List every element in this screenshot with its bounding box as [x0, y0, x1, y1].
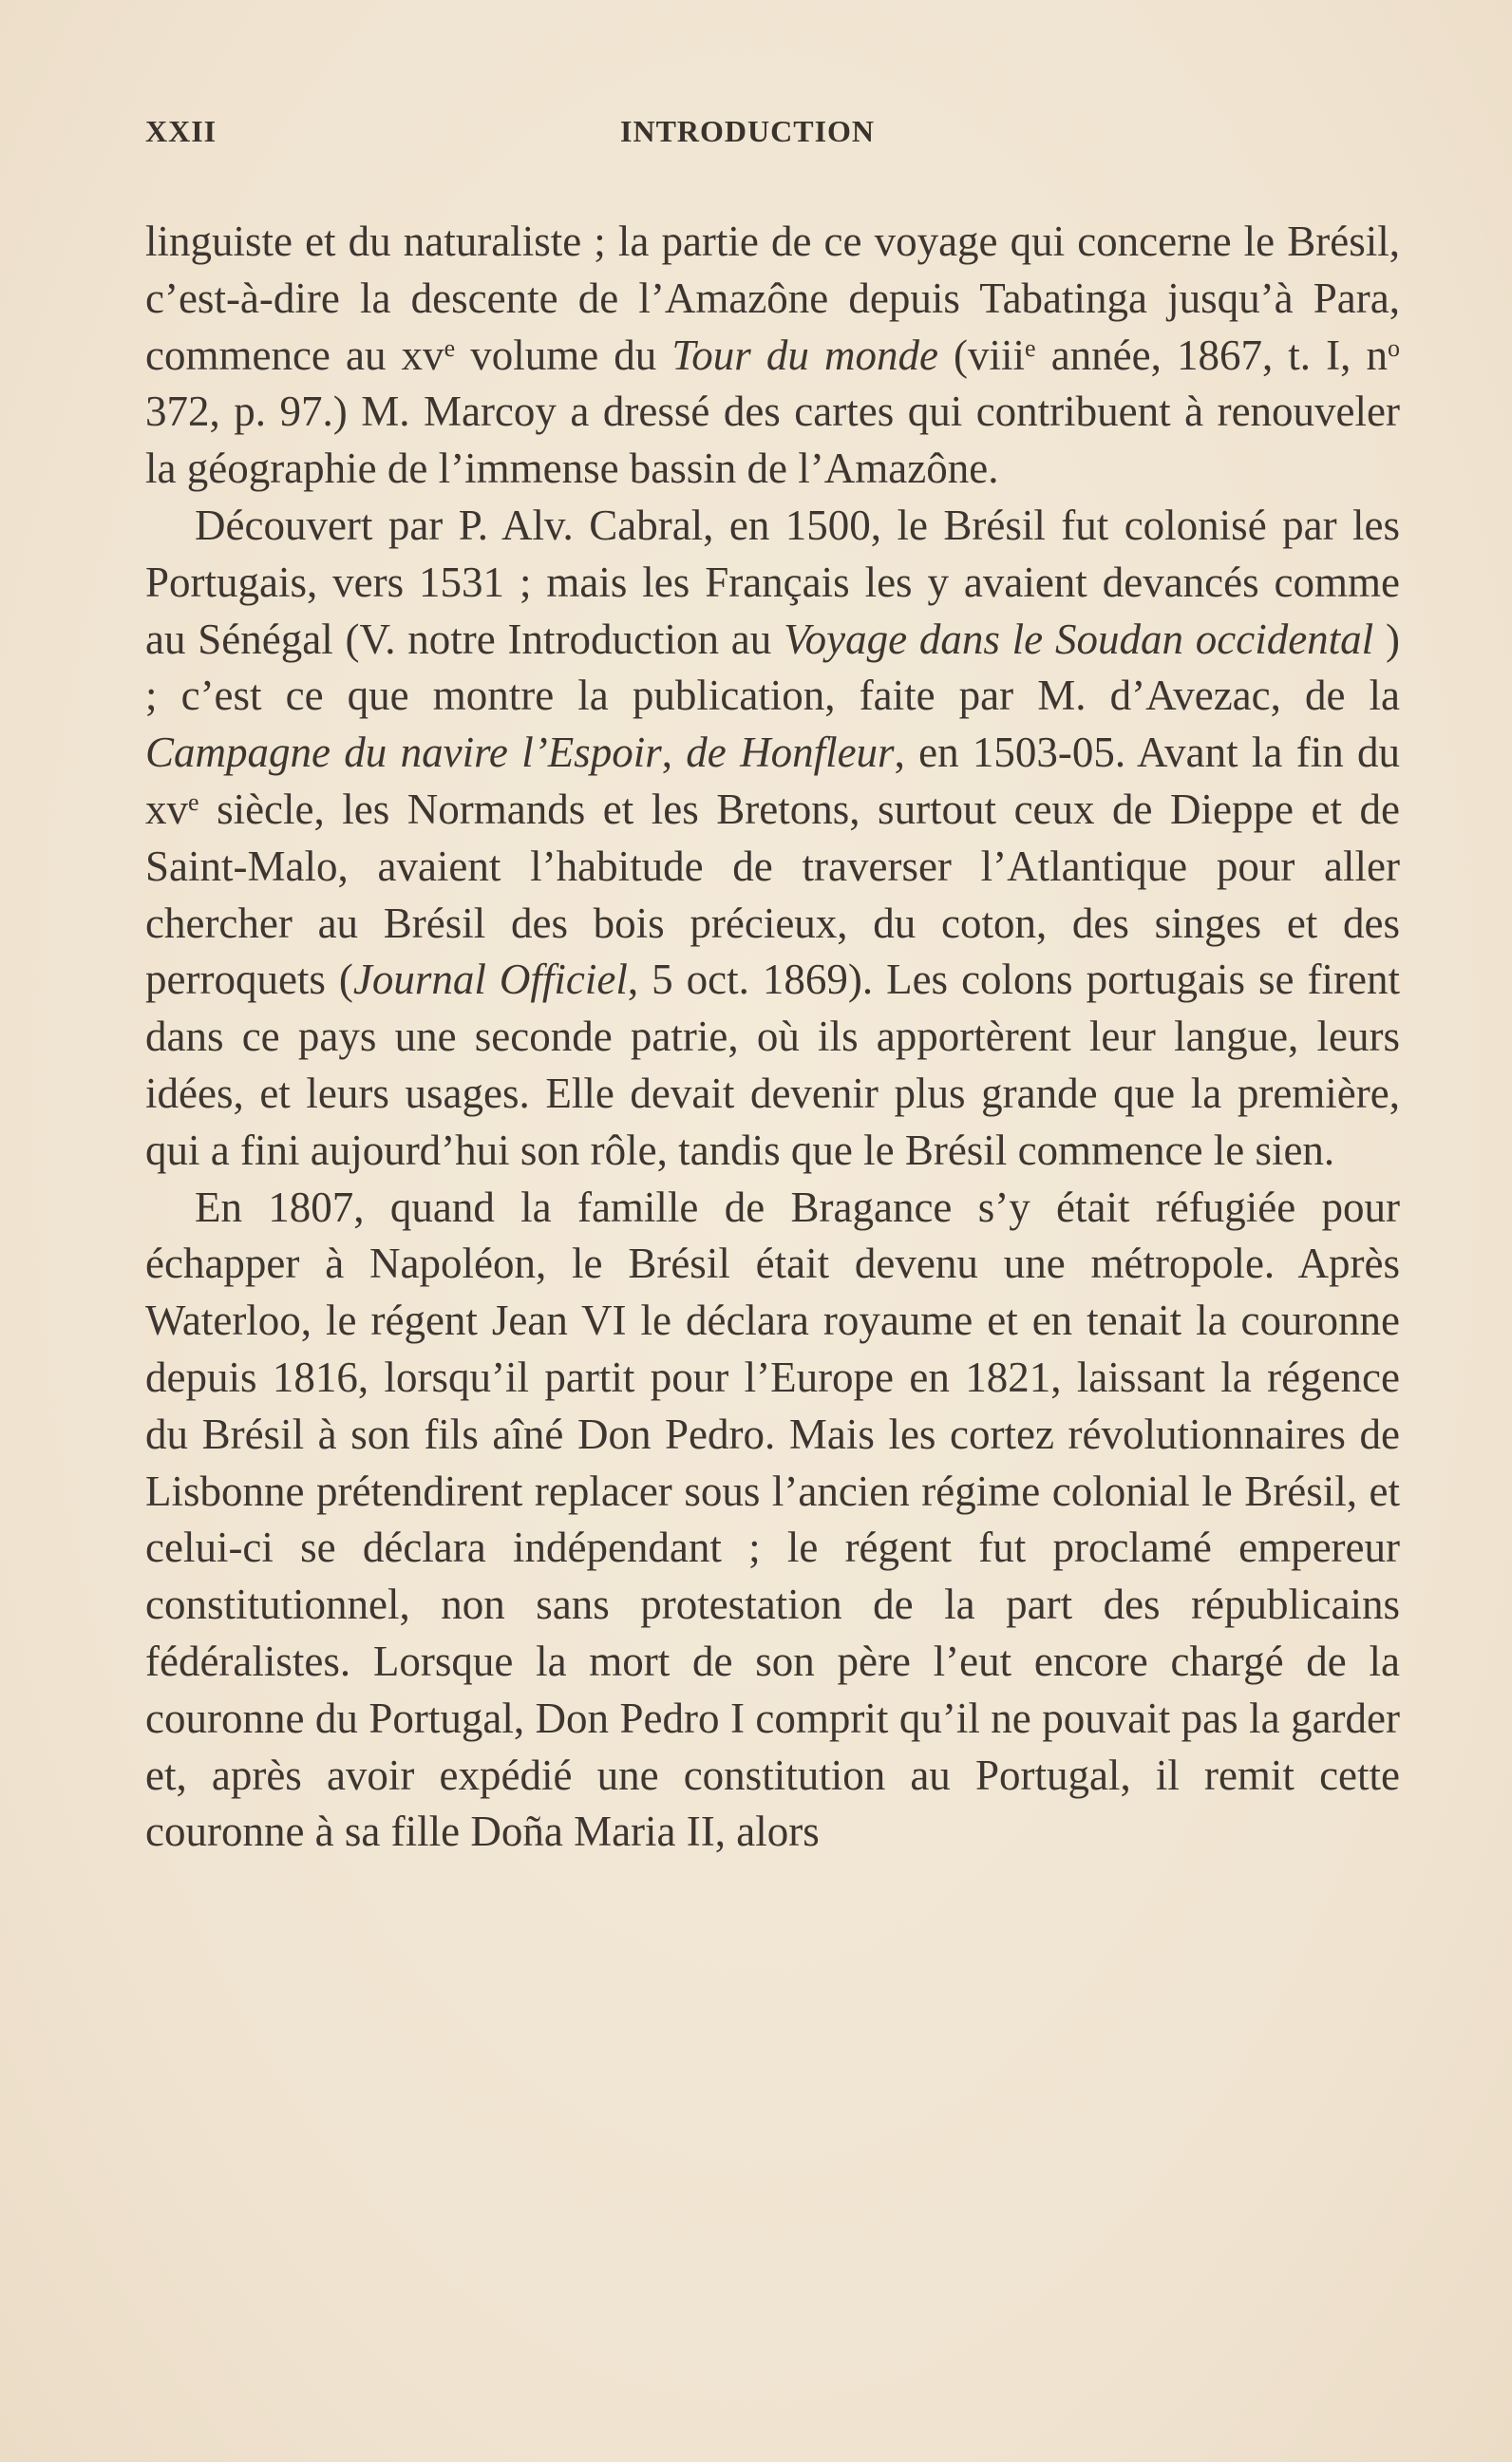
paragraph-2 [145, 498, 1400, 1180]
italic-title: Tour du monde [671, 331, 938, 379]
text-run: 372, p. 97.) M. Marcoy a dressé des cartes qui contribuent à renouveler la géographie de l’immense bassin de l’Amazône. [145, 388, 1400, 493]
text-run: , en 1503-05. Avant la fin du xv [145, 729, 1401, 833]
text-run: (viii [937, 331, 1026, 379]
superscript: e [1025, 333, 1036, 362]
text-run: , [661, 729, 687, 777]
paragraph-1 [145, 214, 1400, 498]
running-header [145, 114, 1400, 171]
paragraph-3 [145, 1180, 1400, 1862]
page-number: XXII [145, 114, 217, 148]
superscript: o [1387, 333, 1400, 362]
text-run: volume du [455, 331, 672, 379]
text-run: En 1807, quand la famille de Bragance s’y était réfugiée pour échapper à Napoléon, le Brésil était devenu une métropole. Après Waterloo, le régent Jean VI le déclara royaume et en tenait la couronne depuis 1816, lorsqu’il partit pour l’Europe en 1821, laissant la régence du Brésil à son fils aîné Don Pedro. Mais les cortez révolutionnaires de Lisbonne prétendirent replacer sous l’ancien régime colonial le Brésil, et celui-ci se déclara indépendant ; le régent fut proclamé empereur constitutionnel, non sans protestation de la part des républicains fédéralistes. Lorsque la mort de son père l’eut encore chargé de la couronne du Portugal, Don Pedro I comprit qu’il ne pouvait pas la garder et, après avoir expédié une constitution au Portugal, il remit cette couronne à sa fille Doña Maria II, alors [145, 1183, 1400, 1856]
italic-title: de Honfleur [686, 729, 895, 777]
italic-title: Voyage dans le Soudan occidental [784, 615, 1374, 663]
body-text [145, 214, 1400, 1861]
running-title: INTRODUCTION [620, 114, 876, 148]
italic-title: Campagne du navire l’Espoir [145, 729, 662, 777]
superscript: e [188, 787, 199, 816]
superscript: e [444, 333, 456, 362]
text-run: année, 1867, t. I, n [1035, 331, 1388, 379]
text-run: ) ; c’est ce que montre la publication, faite par M. d’Avezac, de la [145, 615, 1400, 720]
text-run: , 5 oct. 1869). Les colons portugais se firent dans ce pays une seconde patrie, où ils apportèrent leur langue, leurs idées, et leurs usages. Elle devait devenir plus grande que la première, qui a fini aujourd’hui son rôle, tandis que le Brésil commence le sien. [145, 956, 1400, 1174]
italic-title: Journal Officiel [352, 956, 628, 1004]
text-run: linguiste et du naturaliste ; la partie de ce voyage qui concerne le Brésil, c’est-à-dire la descente de l’Amazône depuis Tabatinga jusqu’à Para, commence au xv [145, 218, 1400, 379]
text-run: siècle, les Normands et les Bretons, surtout ceux de Dieppe et de Saint-Malo, avaient l’habitude de traverser l’Atlantique pour aller chercher au Brésil des bois précieux, du coton, des singes et des perroquets ( [145, 785, 1400, 1004]
text-run: Découvert par P. Alv. Cabral, en 1500, le Brésil fut colonisé par les Portugais, vers 1531 ; mais les Français les y avaient devancés comme au Sénégal (V. notre Introduction au [145, 501, 1400, 663]
